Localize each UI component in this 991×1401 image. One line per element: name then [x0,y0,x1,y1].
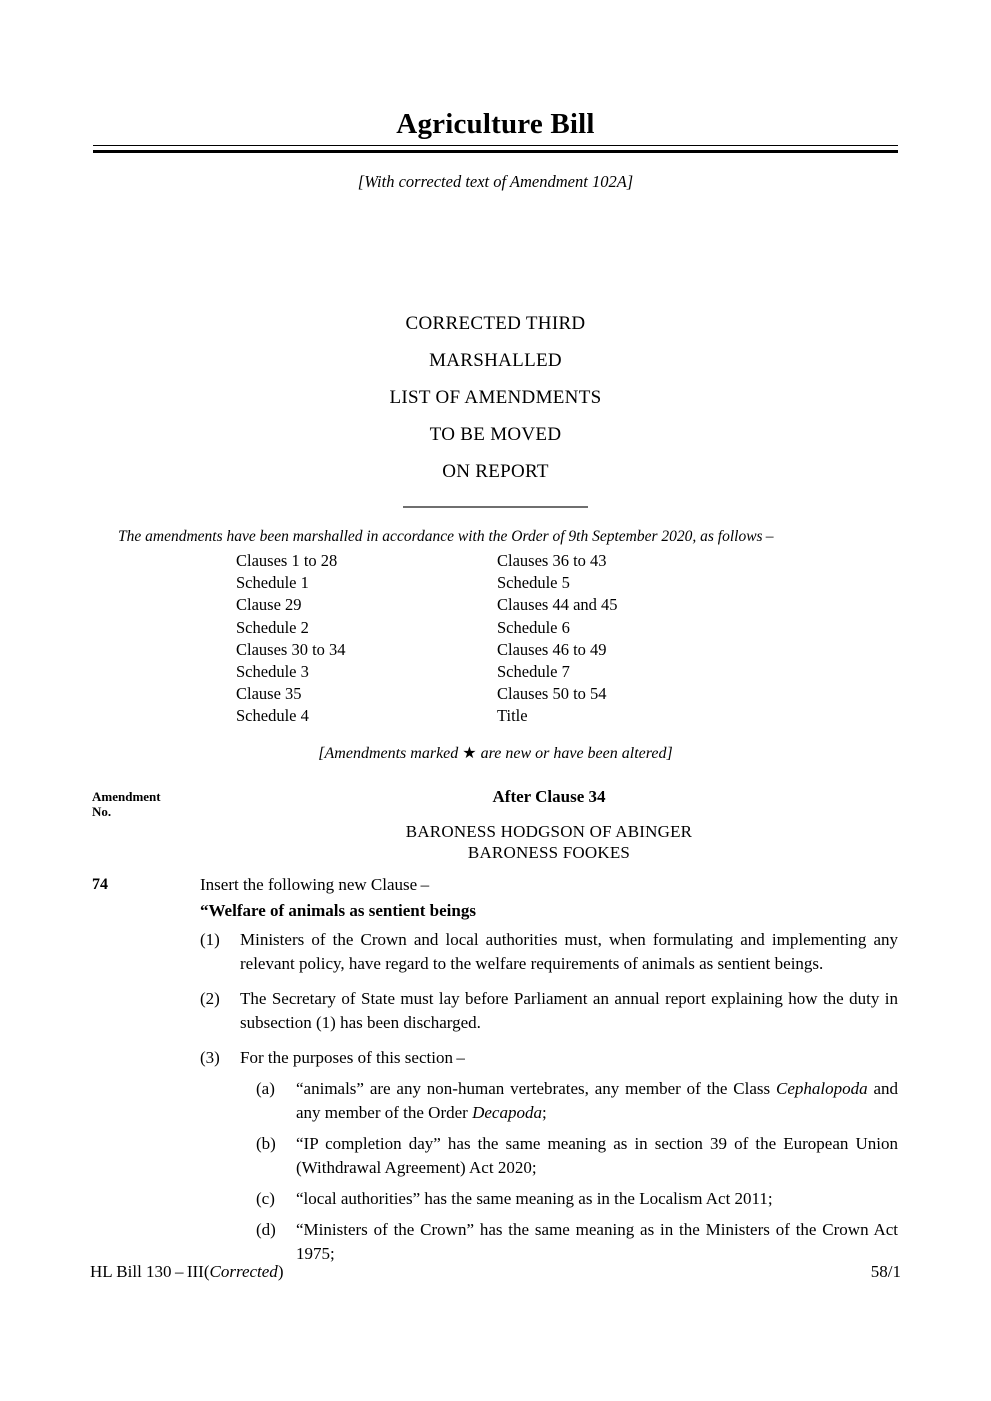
clause-right-1: Schedule 5 [497,573,570,593]
star-icon: ★ [462,745,477,762]
definition-italic-1: Cephalopoda [776,1079,868,1098]
section-divider-rule [403,506,588,508]
definition-text: “local authorities” has the same meaning as in the Localism Act 2011; [296,1189,773,1208]
title-rule-thin [93,145,898,146]
definition-text-part1: “animals” are any non-human vertebrates, any member of the Class [296,1079,776,1098]
section-heading: After Clause 34 [492,787,606,806]
definition-marker: (c) [256,1189,275,1208]
amendment-instruction: Insert the following new Clause – [200,875,430,894]
amendment-no-label-line2: No. [92,804,112,819]
heading-line-1: CORRECTED THIRD [405,313,586,334]
sponsor-list [200,821,898,863]
heading-line-2: MARSHALLED [429,350,562,371]
clause-left-6: Clause 35 [236,684,302,704]
table-row [236,661,618,683]
clause-right-7: Title [497,706,528,726]
footer-page-number: 58/1 [870,1262,901,1281]
clause-right-3: Schedule 6 [497,617,570,637]
star-note-before: [Amendments marked [318,745,463,762]
definition-marker: (d) [256,1220,276,1239]
clause-right-4: Clauses 46 to 49 [497,639,607,659]
definition-text: “IP completion day” has the same meaning as in section 39 of the European Union (Withdrawal Agreement) Act 2020; [296,1134,898,1177]
heading-line-3: LIST OF AMENDMENTS [389,387,602,408]
definition-c [256,1187,898,1211]
sponsor-name-1: BARONESS FOOKES [467,843,631,862]
amendment-no-column-label [92,789,202,819]
heading-line-5: ON REPORT [442,461,549,482]
provision-text: The Secretary of State must lay before Parliament an annual report explaining how the duty in subsection (1) has been discharged. [240,989,898,1032]
title-rule-thick [93,150,898,153]
definition-italic-2: Decapoda [472,1103,542,1122]
star-note-after: are new or have been altered] [476,745,673,762]
table-row [236,705,618,727]
clause-right-6: Clauses 50 to 54 [497,684,607,704]
provision-text: For the purposes of this section – [240,1048,465,1067]
star-legend-note [0,743,991,763]
provision-1 [200,928,898,976]
definition-text: “Ministers of the Crown” has the same meaning as in the Ministers of the Crown Act 1975; [296,1220,898,1263]
definition-b [256,1132,898,1180]
clause-order-table [236,550,618,728]
definition-marker: (a) [256,1079,275,1098]
definition-text-part3: ; [541,1103,547,1122]
sponsor-name-0: BARONESS HODGSON OF ABINGER [405,822,693,841]
list-heading-block [0,305,991,490]
footer-bill-suffix: ) [277,1262,284,1281]
corrected-text-note: [With corrected text of Amendment 102A] [357,172,634,191]
provision-marker: (3) [200,1048,220,1067]
table-row [236,683,618,705]
table-row [236,550,618,572]
clause-right-0: Clauses 36 to 43 [497,551,607,570]
clause-right-2: Clauses 44 and 45 [497,595,618,615]
footer-bill-corrected: Corrected [209,1262,278,1281]
provision-marker: (1) [200,930,220,949]
new-clause-title: “Welfare of animals as sentient beings [200,901,476,920]
table-row [236,572,618,594]
provision-2 [200,987,898,1035]
clause-left-7: Schedule 4 [236,706,309,726]
amendment-no-label-line1: Amendment [92,789,161,804]
clause-left-0: Clauses 1 to 28 [236,551,338,570]
table-row [236,594,618,616]
marshalling-note: The amendments have been marshalled in accordance with the Order of 9th September 2020, as follows – [118,528,774,545]
clause-left-5: Schedule 3 [236,662,309,682]
provisions-body [200,928,898,1273]
provision-marker: (2) [200,989,220,1008]
provision-3 [200,1046,898,1070]
table-row [236,617,618,639]
clause-left-4: Clauses 30 to 34 [236,639,346,659]
definition-text [296,1077,898,1125]
heading-line-4: TO BE MOVED [429,424,562,445]
definition-marker: (b) [256,1134,276,1153]
clause-left-3: Schedule 2 [236,617,309,637]
footer-bill-prefix: HL Bill 130 – III( [90,1262,210,1281]
clause-left-1: Schedule 1 [236,573,309,593]
definition-a [256,1077,898,1125]
amendment-number: 74 [92,876,108,893]
page-title: Agriculture Bill [396,108,595,140]
definition-text-part2: and any member of the Order [296,1079,899,1122]
table-row [236,639,618,661]
clause-left-2: Clause 29 [236,595,302,615]
definition-d [256,1218,898,1266]
footer-bill-reference [90,1262,283,1282]
provision-text: Ministers of the Crown and local authorities must, when formulating and implementing any relevant policy, have regard to the welfare requirements of animals as sentient beings. [240,930,898,973]
clause-right-5: Schedule 7 [497,662,570,682]
